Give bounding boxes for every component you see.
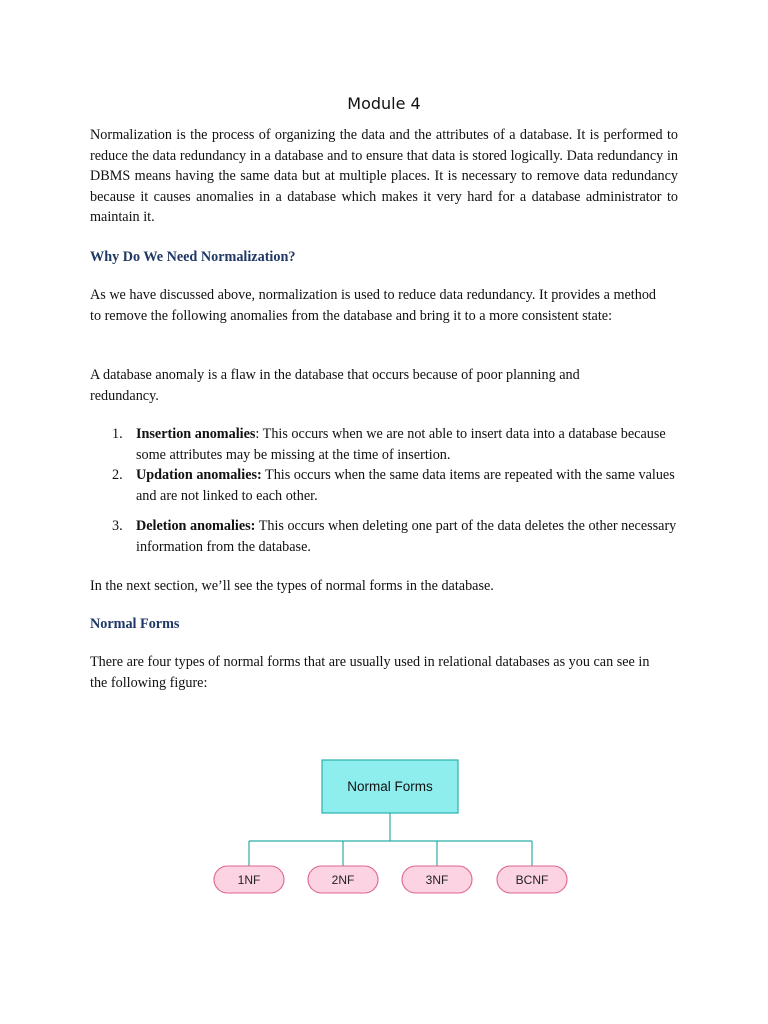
list-number: 2.	[112, 467, 123, 483]
diagram-child-label: 1NF	[237, 873, 261, 887]
paragraph-four-normal-forms: There are four types of normal forms that are usually used in relational databases as you can see in the following figure:	[90, 654, 650, 691]
list-number: 1.	[112, 426, 123, 442]
list-text: : This occurs when we are not able to insert data into a database because some attributes may be missing at the time of insertion.	[136, 426, 666, 463]
section-heading-why-normalization: Why Do We Need Normalization?	[90, 249, 296, 265]
paragraph-next-section: In the next section, we’ll see the types of normal forms in the database.	[90, 578, 494, 594]
paragraph-anomaly-definition: A database anomaly is a flaw in the database that occurs because of poor planning and redundancy.	[90, 367, 580, 404]
list-text: This occurs when the same data items are repeated with the same values and are not linked to each other.	[136, 467, 675, 504]
diagram-root-label: Normal Forms	[347, 779, 433, 794]
diagram-child-node-1nf	[214, 866, 284, 893]
section-heading-normal-forms: Normal Forms	[90, 616, 180, 632]
diagram-root-node	[322, 760, 458, 813]
list-term: Updation anomalies:	[136, 467, 262, 483]
normal-forms-diagram	[190, 740, 580, 910]
diagram-child-node-2nf	[308, 866, 378, 893]
paragraph-normalization-purpose: As we have discussed above, normalization is used to reduce data redundancy. It provides a method to remove the following anomalies from the database and bring it to a more consistent state:	[90, 287, 657, 324]
intro-paragraph: Normalization is the process of organizing the data and the attributes of a database. It is performed to reduce the data redundancy in a database and to ensure that data is stored logically. Data redundancy in DBMS means having the same data but at multiple places. It is necessary to remove data redundancy because it causes anomalies in a database which makes it very hard for a database administrator to maintain it.	[90, 127, 678, 225]
list-term: Deletion anomalies:	[136, 518, 256, 534]
diagram-child-node-bcnf	[497, 866, 567, 893]
diagram-child-label: BCNF	[515, 873, 549, 887]
list-term: Insertion anomalies	[136, 426, 256, 442]
diagram-child-label: 2NF	[331, 873, 355, 887]
list-text: This occurs when deleting one part of the data deletes the other necessary information from the database.	[136, 518, 677, 555]
document-title: Module 4	[347, 94, 421, 113]
diagram-child-node-3nf	[402, 866, 472, 893]
diagram-child-label: 3NF	[425, 873, 449, 887]
list-number: 3.	[112, 518, 123, 534]
